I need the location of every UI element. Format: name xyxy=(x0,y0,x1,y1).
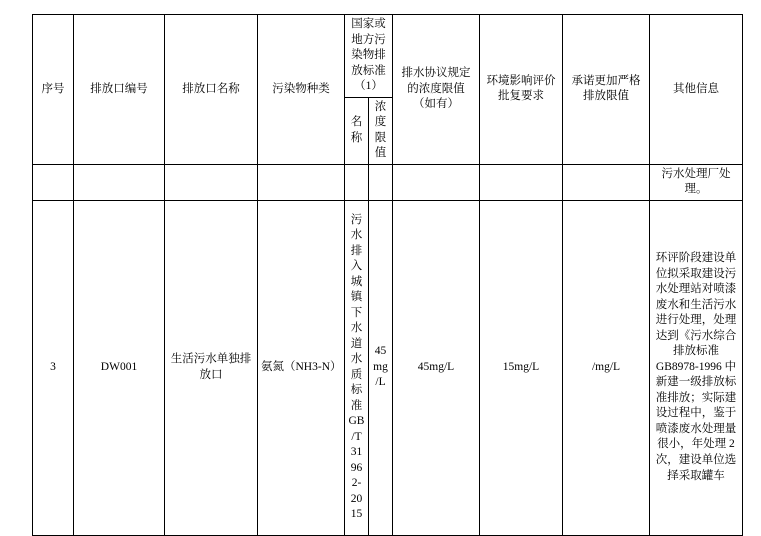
fragment-eia-requirement xyxy=(480,164,563,200)
header-outlet-name: 排放口名称 xyxy=(165,15,258,165)
header-promise-limit: 承诺更加严格排放限值 xyxy=(563,15,650,165)
header-other-info: 其他信息 xyxy=(650,15,743,165)
header-standard-name: 名称 xyxy=(345,97,369,164)
row-standard-name: 污水排入城镇下水道水质标准GB/T 31962-2015 xyxy=(345,200,369,535)
row-promise-limit: /mg/L xyxy=(563,200,650,535)
fragment-outlet-code xyxy=(74,164,165,200)
table-body xyxy=(33,164,743,535)
header-standard-group: 国家或地方污染物排放标准（1） xyxy=(345,15,393,98)
header-agreement-limit: 排水协议规定的浓度限值（如有） xyxy=(393,15,480,165)
table-header xyxy=(33,15,743,165)
header-seq: 序号 xyxy=(33,15,74,165)
row-pollutant-type: 氨氮（NH3-N） xyxy=(258,200,345,535)
fragment-other-info: 污水处理厂处理。 xyxy=(650,164,743,200)
pollutant-discharge-table xyxy=(32,14,743,536)
row-outlet-name: 生活污水单独排放口 xyxy=(165,200,258,535)
fragment-agreement-limit xyxy=(393,164,480,200)
table-row-fragment xyxy=(33,164,743,200)
header-outlet-code: 排放口编号 xyxy=(74,15,165,165)
table-header-row-1 xyxy=(33,15,743,98)
row-agreement-limit: 45mg/L xyxy=(393,200,480,535)
header-pollutant-type: 污染物种类 xyxy=(258,15,345,165)
row-standard-limit: 45mg/L xyxy=(369,200,393,535)
row-outlet-code: DW001 xyxy=(74,200,165,535)
fragment-standard-limit xyxy=(369,164,393,200)
header-standard-limit: 浓度限值 xyxy=(369,97,393,164)
fragment-seq xyxy=(33,164,74,200)
fragment-pollutant-type xyxy=(258,164,345,200)
table-row xyxy=(33,200,743,535)
row-other-info: 环评阶段建设单位拟采取建设污水处理站对喷漆废水和生活污水进行处理，处理达到《污水综合排放标准 GB8978-1996 中新建一级排放标准排放；实际建设过程中，鉴于喷漆废水处理量很小，年处理 2 次，建设单位选择采取罐车 xyxy=(650,200,743,535)
row-eia-requirement: 15mg/L xyxy=(480,200,563,535)
fragment-standard-name xyxy=(345,164,369,200)
header-eia-requirement: 环境影响评价批复要求 xyxy=(480,15,563,165)
fragment-promise-limit xyxy=(563,164,650,200)
row-seq: 3 xyxy=(33,200,74,535)
fragment-outlet-name xyxy=(165,164,258,200)
